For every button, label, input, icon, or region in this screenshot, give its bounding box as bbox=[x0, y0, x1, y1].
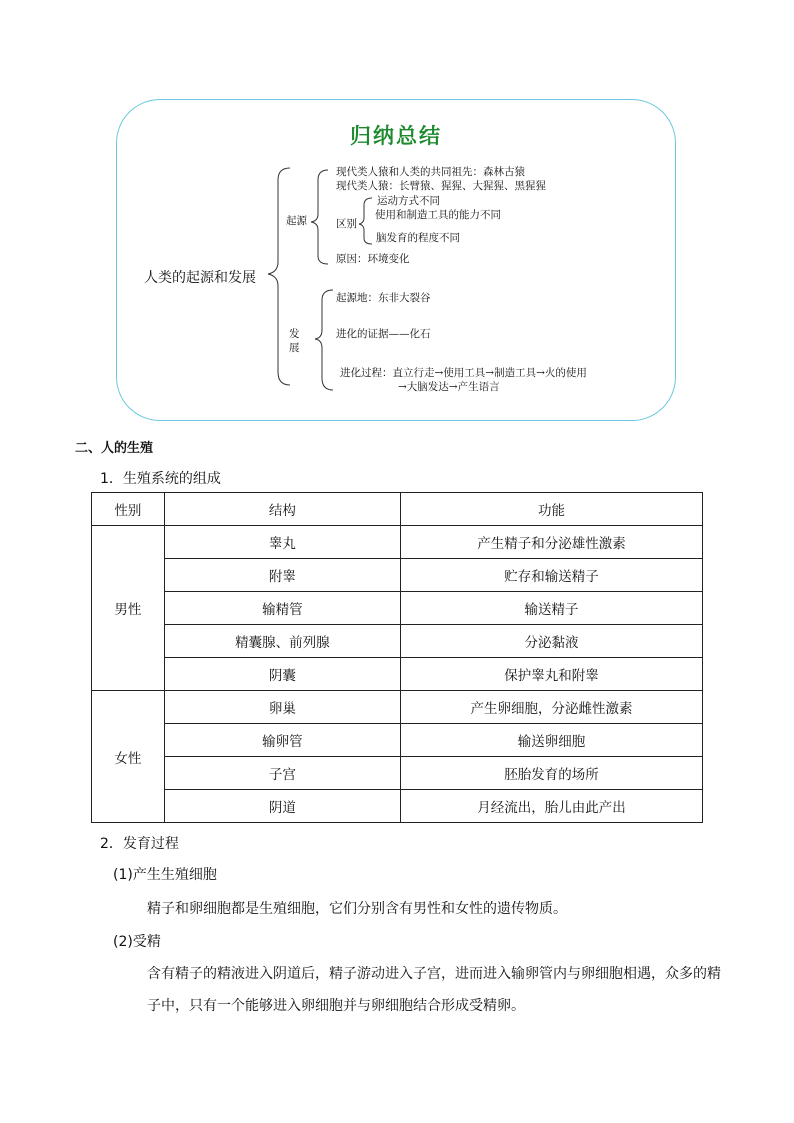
paragraph-heading: (1)产生生殖细胞 bbox=[113, 867, 217, 883]
structure-cell: 卵巢 bbox=[164, 691, 400, 724]
mindmap-root: 人类的起源和发展 bbox=[144, 270, 256, 286]
structure-cell: 输精管 bbox=[164, 592, 400, 625]
function-cell: 产生卵细胞，分泌雌性激素 bbox=[401, 691, 703, 724]
paragraph-heading: (2)受精 bbox=[113, 934, 161, 950]
paragraph-text: 精子和卵细胞都是生殖细胞，它们分别含有男性和女性的遗传物质。 bbox=[147, 901, 567, 917]
process-line-1: 进化过程：直立行走→使用工具→制造工具→火的使用 bbox=[340, 367, 587, 379]
structure-cell: 精囊腺、前列腺 bbox=[164, 625, 400, 658]
table-header: 性别 bbox=[92, 493, 165, 526]
difference-brace bbox=[359, 198, 372, 244]
table-row bbox=[92, 559, 703, 592]
subsection-heading: 1．生殖系统的组成 bbox=[100, 471, 221, 487]
structure-cell: 阴道 bbox=[164, 790, 400, 823]
paragraph-text: 含有精子的精液进入阴道后，精子游动进入子宫，进而进入输卵管内与卵细胞相遇，众多的精 bbox=[147, 966, 721, 982]
origin-place-text: 起源地：东非大裂谷 bbox=[336, 292, 431, 304]
ancestor-text: 现代类人猿和人类的共同祖先：森林古猿 bbox=[336, 166, 525, 178]
table-header-row bbox=[92, 493, 703, 526]
function-cell: 胚胎发育的场所 bbox=[401, 757, 703, 790]
process-line-2: →大脑发达→产生语言 bbox=[398, 381, 500, 393]
structure-cell: 输卵管 bbox=[164, 724, 400, 757]
structure-cell: 子宫 bbox=[164, 757, 400, 790]
structure-cell: 阴囊 bbox=[164, 658, 400, 691]
function-cell: 保护睾丸和附睾 bbox=[401, 658, 703, 691]
function-cell: 贮存和输送精子 bbox=[401, 559, 703, 592]
sex-cell-male: 男性 bbox=[92, 526, 165, 691]
development-label-1: 发 bbox=[289, 328, 300, 340]
difference-item: 使用和制造工具的能力不同 bbox=[375, 209, 501, 221]
origin-brace bbox=[311, 170, 328, 264]
function-cell: 输送精子 bbox=[401, 592, 703, 625]
sex-cell-female: 女性 bbox=[92, 691, 165, 823]
section-heading: 二、人的生殖 bbox=[75, 441, 154, 456]
table-row bbox=[92, 724, 703, 757]
development-brace bbox=[315, 290, 333, 390]
development-label-2: 展 bbox=[289, 342, 300, 354]
cause-text: 原因：环境变化 bbox=[336, 253, 410, 265]
table-row bbox=[92, 526, 703, 559]
root-brace bbox=[268, 168, 290, 385]
reproductive-system-table bbox=[91, 492, 703, 823]
origin-label: 起源 bbox=[286, 215, 307, 227]
structure-cell: 附睾 bbox=[164, 559, 400, 592]
table-row bbox=[92, 625, 703, 658]
subsection-heading: 2．发育过程 bbox=[100, 836, 179, 852]
table-header: 功能 bbox=[401, 493, 703, 526]
function-cell: 分泌黏液 bbox=[401, 625, 703, 658]
modern-apes-text: 现代类人猿：长臂猿、猩猩、大猩猩、黑猩猩 bbox=[336, 180, 546, 192]
table-row bbox=[92, 790, 703, 823]
difference-item: 脑发育的程度不同 bbox=[376, 232, 460, 244]
summary-title: 归纳总结 bbox=[350, 123, 442, 148]
paragraph-text: 子中，只有一个能够进入卵细胞并与卵细胞结合形成受精卵。 bbox=[147, 998, 525, 1014]
function-cell: 月经流出，胎儿由此产出 bbox=[401, 790, 703, 823]
table-row bbox=[92, 592, 703, 625]
table-row bbox=[92, 691, 703, 724]
evidence-text: 进化的证据——化石 bbox=[336, 328, 431, 340]
function-cell: 输送卵细胞 bbox=[401, 724, 703, 757]
difference-label: 区别 bbox=[336, 218, 357, 230]
table-header: 结构 bbox=[164, 493, 400, 526]
difference-item: 运动方式不同 bbox=[377, 195, 440, 207]
table-row bbox=[92, 658, 703, 691]
function-cell: 产生精子和分泌雄性激素 bbox=[401, 526, 703, 559]
table-row bbox=[92, 757, 703, 790]
structure-cell: 睾丸 bbox=[164, 526, 400, 559]
